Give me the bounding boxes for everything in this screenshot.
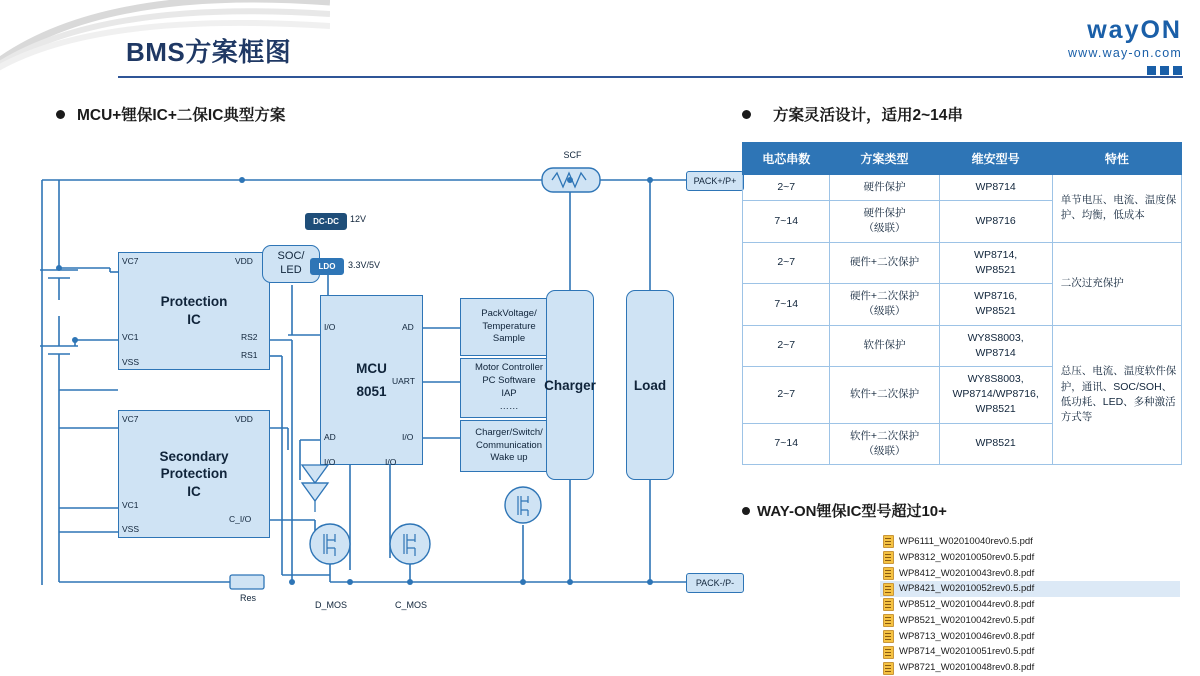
list-item[interactable] bbox=[880, 534, 1180, 550]
list-item[interactable] bbox=[880, 644, 1180, 660]
mcu-pin-uart: UART bbox=[392, 376, 415, 386]
bullet-dot-icon bbox=[742, 110, 751, 119]
file-name: WP8713_W02010046rev0.8.pdf bbox=[899, 630, 1035, 642]
mcu-pin-ad-bottom: AD bbox=[324, 432, 336, 442]
table-row bbox=[743, 325, 1182, 366]
list-item[interactable] bbox=[880, 613, 1180, 629]
list-item[interactable] bbox=[880, 629, 1180, 645]
pack-minus-label: PACK-/P- bbox=[695, 578, 735, 588]
file-name: WP8721_W02010048rev0.8.pdf bbox=[899, 662, 1035, 674]
voltage-33v-label: 3.3V/5V bbox=[348, 260, 381, 270]
res-symbol bbox=[230, 575, 264, 589]
cell-feature: 总压、电流、温度软件保护，通讯、SOC/SOH、低功耗、LED、多种激活方式等 bbox=[1052, 325, 1181, 465]
mcu-pin-io-bottom: I/O bbox=[402, 432, 414, 442]
dcdc-label: DC-DC bbox=[313, 217, 339, 226]
voltage-12v-label: 12V bbox=[350, 214, 367, 224]
mcu-pin-io-top: I/O bbox=[324, 322, 336, 332]
list-item[interactable] bbox=[880, 550, 1180, 566]
list-item[interactable] bbox=[880, 660, 1180, 676]
cell-type: 硬件保护 bbox=[830, 175, 939, 201]
pin-vc1-secondary: VC1 bbox=[122, 500, 139, 510]
cell-type: 软件+二次保护 （级联） bbox=[830, 423, 939, 464]
pdf-icon bbox=[883, 598, 894, 611]
file-list-heading bbox=[742, 500, 947, 521]
brand-name bbox=[1068, 18, 1182, 43]
mcu-model-label: 8051 bbox=[356, 384, 387, 399]
scf-label: SCF bbox=[563, 150, 582, 160]
res-label: Res bbox=[239, 593, 256, 603]
pack-voltage-block bbox=[460, 298, 558, 356]
charger-label: Charger bbox=[544, 377, 596, 393]
mcu-pin-ad-top: AD bbox=[402, 322, 414, 332]
cell-type: 硬件+二次保护 bbox=[830, 242, 939, 283]
file-name: WP8521_W02010042rev0.5.pdf bbox=[899, 614, 1035, 626]
bullet-left bbox=[56, 103, 285, 125]
cell-type: 硬件+二次保护 （级联） bbox=[830, 284, 939, 325]
cell-count: 2~7 bbox=[743, 242, 830, 283]
pdf-icon bbox=[883, 567, 894, 580]
motor-controller-label: Motor Controller PC Software IAP …… bbox=[474, 362, 544, 412]
table-row bbox=[743, 242, 1182, 283]
cell-feature: 单节电压、电流、温度保护、均衡，低成本 bbox=[1052, 175, 1181, 243]
file-name: WP8412_W02010043rev0.8.pdf bbox=[899, 567, 1035, 579]
brand-name-text: wayON bbox=[1087, 16, 1182, 44]
col-feature: 特性 bbox=[1052, 143, 1181, 175]
cell-model: WP8714, WP8521 bbox=[939, 242, 1052, 283]
soc-led-label: SOC/ LED bbox=[277, 250, 305, 276]
diode-symbol bbox=[302, 465, 328, 512]
mcu-pin-io-lower-right: I/O bbox=[385, 457, 397, 467]
cell-model: WY8S8003, WP8714/WP8716, WP8521 bbox=[939, 366, 1052, 423]
pin-vc7: VC7 bbox=[122, 256, 139, 266]
charger-switch-label: Charger/Switch/ Communication Wake up bbox=[475, 426, 543, 464]
cell-model: WP8521 bbox=[939, 423, 1052, 464]
brand-squares bbox=[1068, 66, 1182, 75]
col-solution-type: 方案类型 bbox=[830, 143, 939, 175]
pack-minus-tag bbox=[686, 573, 744, 593]
mcu-pin-io-lower: I/O bbox=[324, 457, 336, 467]
table-row bbox=[743, 175, 1182, 201]
file-name: WP8421_W02010052rev0.5.pdf bbox=[899, 583, 1035, 595]
pin-rs1: RS1 bbox=[241, 350, 258, 360]
bullet-dot-icon bbox=[742, 507, 750, 515]
d-mos-label: D_MOS bbox=[314, 600, 347, 610]
cell-count: 2~7 bbox=[743, 175, 830, 201]
pin-c-io: C_I/O bbox=[229, 514, 252, 524]
pack-voltage-label: PackVoltage/ Temperature Sample bbox=[481, 307, 537, 345]
pin-vss-secondary: VSS bbox=[122, 524, 140, 534]
file-list-title: WAY-ON锂保IC型号超过10+ bbox=[757, 503, 947, 520]
pdf-icon bbox=[883, 535, 894, 548]
pin-vdd: VDD bbox=[235, 256, 253, 266]
bullet-left-label: MCU+锂保IC+二保IC典型方案 bbox=[77, 107, 286, 124]
list-item[interactable] bbox=[880, 566, 1180, 582]
pdf-icon bbox=[883, 583, 894, 596]
pin-vdd-secondary: VDD bbox=[235, 414, 253, 424]
file-name: WP8512_W02010044rev0.8.pdf bbox=[899, 599, 1035, 611]
dcdc-tag bbox=[305, 213, 347, 230]
pack-plus-tag bbox=[686, 171, 744, 191]
cell-count: 7~14 bbox=[743, 201, 830, 242]
pin-vc1: VC1 bbox=[122, 332, 139, 342]
pin-rs2: RS2 bbox=[241, 332, 258, 342]
load-block bbox=[626, 290, 674, 480]
cell-model: WY8S8003, WP8714 bbox=[939, 325, 1052, 366]
bms-block-diagram bbox=[30, 150, 737, 630]
table-header-row bbox=[743, 143, 1182, 175]
pdf-file-list bbox=[880, 534, 1180, 676]
ldo-tag bbox=[310, 258, 344, 275]
bullet-right-label: 方案灵活设计，适用2~14串 bbox=[773, 107, 963, 124]
list-item[interactable] bbox=[880, 597, 1180, 613]
pack-plus-label: PACK+/P+ bbox=[693, 176, 737, 186]
file-name: WP6111_W02010040rev0.5.pdf bbox=[899, 536, 1033, 547]
cell-type: 软件+二次保护 bbox=[830, 366, 939, 423]
col-cell-count: 电芯串数 bbox=[743, 143, 830, 175]
cell-count: 2~7 bbox=[743, 366, 830, 423]
col-model: 维安型号 bbox=[939, 143, 1052, 175]
ldo-label: LDO bbox=[318, 262, 336, 271]
charger-block bbox=[546, 290, 594, 480]
cell-count: 7~14 bbox=[743, 284, 830, 325]
pdf-icon bbox=[883, 662, 894, 675]
cell-type: 软件保护 bbox=[830, 325, 939, 366]
pin-vss: VSS bbox=[122, 357, 140, 367]
bullet-right bbox=[742, 103, 963, 125]
file-name: WP8312_W02010050rev0.5.pdf bbox=[899, 551, 1035, 563]
list-item-selected[interactable] bbox=[880, 581, 1180, 597]
cell-model: WP8714 bbox=[939, 175, 1052, 201]
c-mos-symbol bbox=[390, 524, 430, 564]
bullet-dot-icon bbox=[56, 110, 65, 119]
cell-feature: 二次过充保护 bbox=[1052, 242, 1181, 325]
switch-mos-symbol bbox=[505, 487, 541, 523]
pin-vc7-secondary: VC7 bbox=[122, 414, 139, 424]
d-mos-symbol bbox=[310, 524, 350, 564]
cell-model: WP8716, WP8521 bbox=[939, 284, 1052, 325]
cell-count: 2~7 bbox=[743, 325, 830, 366]
page-title: BMS方案框图 bbox=[126, 37, 292, 67]
pdf-icon bbox=[883, 551, 894, 564]
cell-type: 硬件保护 （级联） bbox=[830, 201, 939, 242]
cell-count: 7~14 bbox=[743, 423, 830, 464]
pdf-icon bbox=[883, 646, 894, 659]
brand-url: www.way-on.com bbox=[1067, 46, 1182, 60]
pdf-icon bbox=[883, 630, 894, 643]
solution-table bbox=[742, 142, 1182, 465]
file-name: WP8714_W02010051rev0.5.pdf bbox=[899, 646, 1035, 658]
load-label: Load bbox=[633, 377, 667, 393]
brand-logo bbox=[1068, 18, 1182, 75]
c-mos-label: C_MOS bbox=[394, 600, 427, 610]
secondary-protection-ic-label: Secondary Protection IC bbox=[159, 448, 229, 499]
charger-switch-block bbox=[460, 420, 558, 472]
pdf-icon bbox=[883, 614, 894, 627]
cell-model: WP8716 bbox=[939, 201, 1052, 242]
mcu-label: MCU bbox=[356, 361, 387, 376]
protection-ic-label: Protection IC bbox=[160, 294, 228, 327]
header-divider bbox=[118, 76, 1183, 78]
